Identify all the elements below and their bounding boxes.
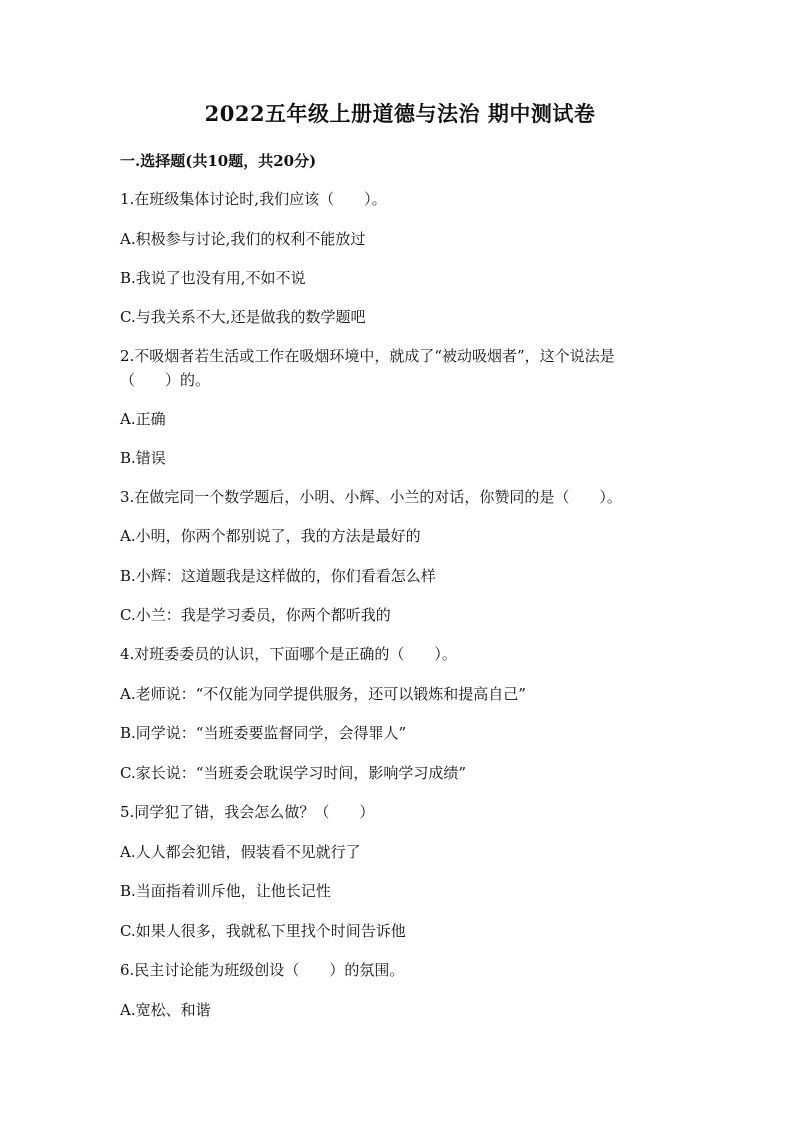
question-4-option-a: A.老师说：“不仅能为同学提供服务，还可以锻炼和提高自己” (120, 685, 526, 703)
question-4-option-c: C.家长说：“当班委会耽误学习时间，影响学习成绩” (120, 764, 467, 782)
question-3-option-a: A.小明，你两个都别说了，我的方法是最好的 (120, 527, 421, 545)
question-1-stem: 1.在班级集体讨论时,我们应该（ ）。 (120, 190, 387, 208)
question-1-option-c: C.与我关系不大,还是做我的数学题吧 (120, 308, 366, 326)
question-5-option-a: A.人人都会犯错，假装看不见就行了 (120, 843, 361, 861)
question-4-stem: 4.对班委委员的认识，下面哪个是正确的（ ）。 (120, 645, 457, 663)
question-1-option-b: B.我说了也没有用,不如不说 (120, 269, 306, 287)
question-6-stem: 6.民主讨论能为班级创设（ ）的氛围。 (120, 961, 405, 979)
document-title: 2022五年级上册道德与法治 期中测试卷 (204, 101, 596, 126)
question-2-stem-line-2: （ ）的。 (120, 371, 211, 389)
question-4-option-b: B.同学说：“当班委要监督同学，会得罪人” (120, 724, 407, 742)
question-3-stem: 3.在做完同一个数学题后，小明、小辉、小兰的对话，你赞同的是（ ）。 (120, 488, 622, 506)
section-heading: 一.选择题(共10题，共20分) (120, 152, 317, 170)
question-5-option-b: B.当面指着训斥他，让他长记性 (120, 882, 331, 900)
question-1-option-a: A.积极参与讨论,我们的权利不能放过 (120, 230, 366, 248)
question-3-option-b: B.小辉：这道题我是这样做的，你们看看怎么样 (120, 567, 436, 585)
question-2-stem-line-1: 2.不吸烟者若生活或工作在吸烟环境中，就成了“被动吸烟者”，这个说法是 (120, 347, 615, 365)
question-2-option-b: B.错误 (120, 449, 166, 467)
question-6-option-a: A.宽松、和谐 (120, 1001, 211, 1019)
question-5-stem: 5.同学犯了错，我会怎么做？（ ） (120, 803, 375, 821)
question-3-option-c: C.小兰：我是学习委员，你两个都听我的 (120, 606, 391, 624)
question-5-option-c: C.如果人很多，我就私下里找个时间告诉他 (120, 922, 406, 940)
question-2-option-a: A.正确 (120, 410, 166, 428)
